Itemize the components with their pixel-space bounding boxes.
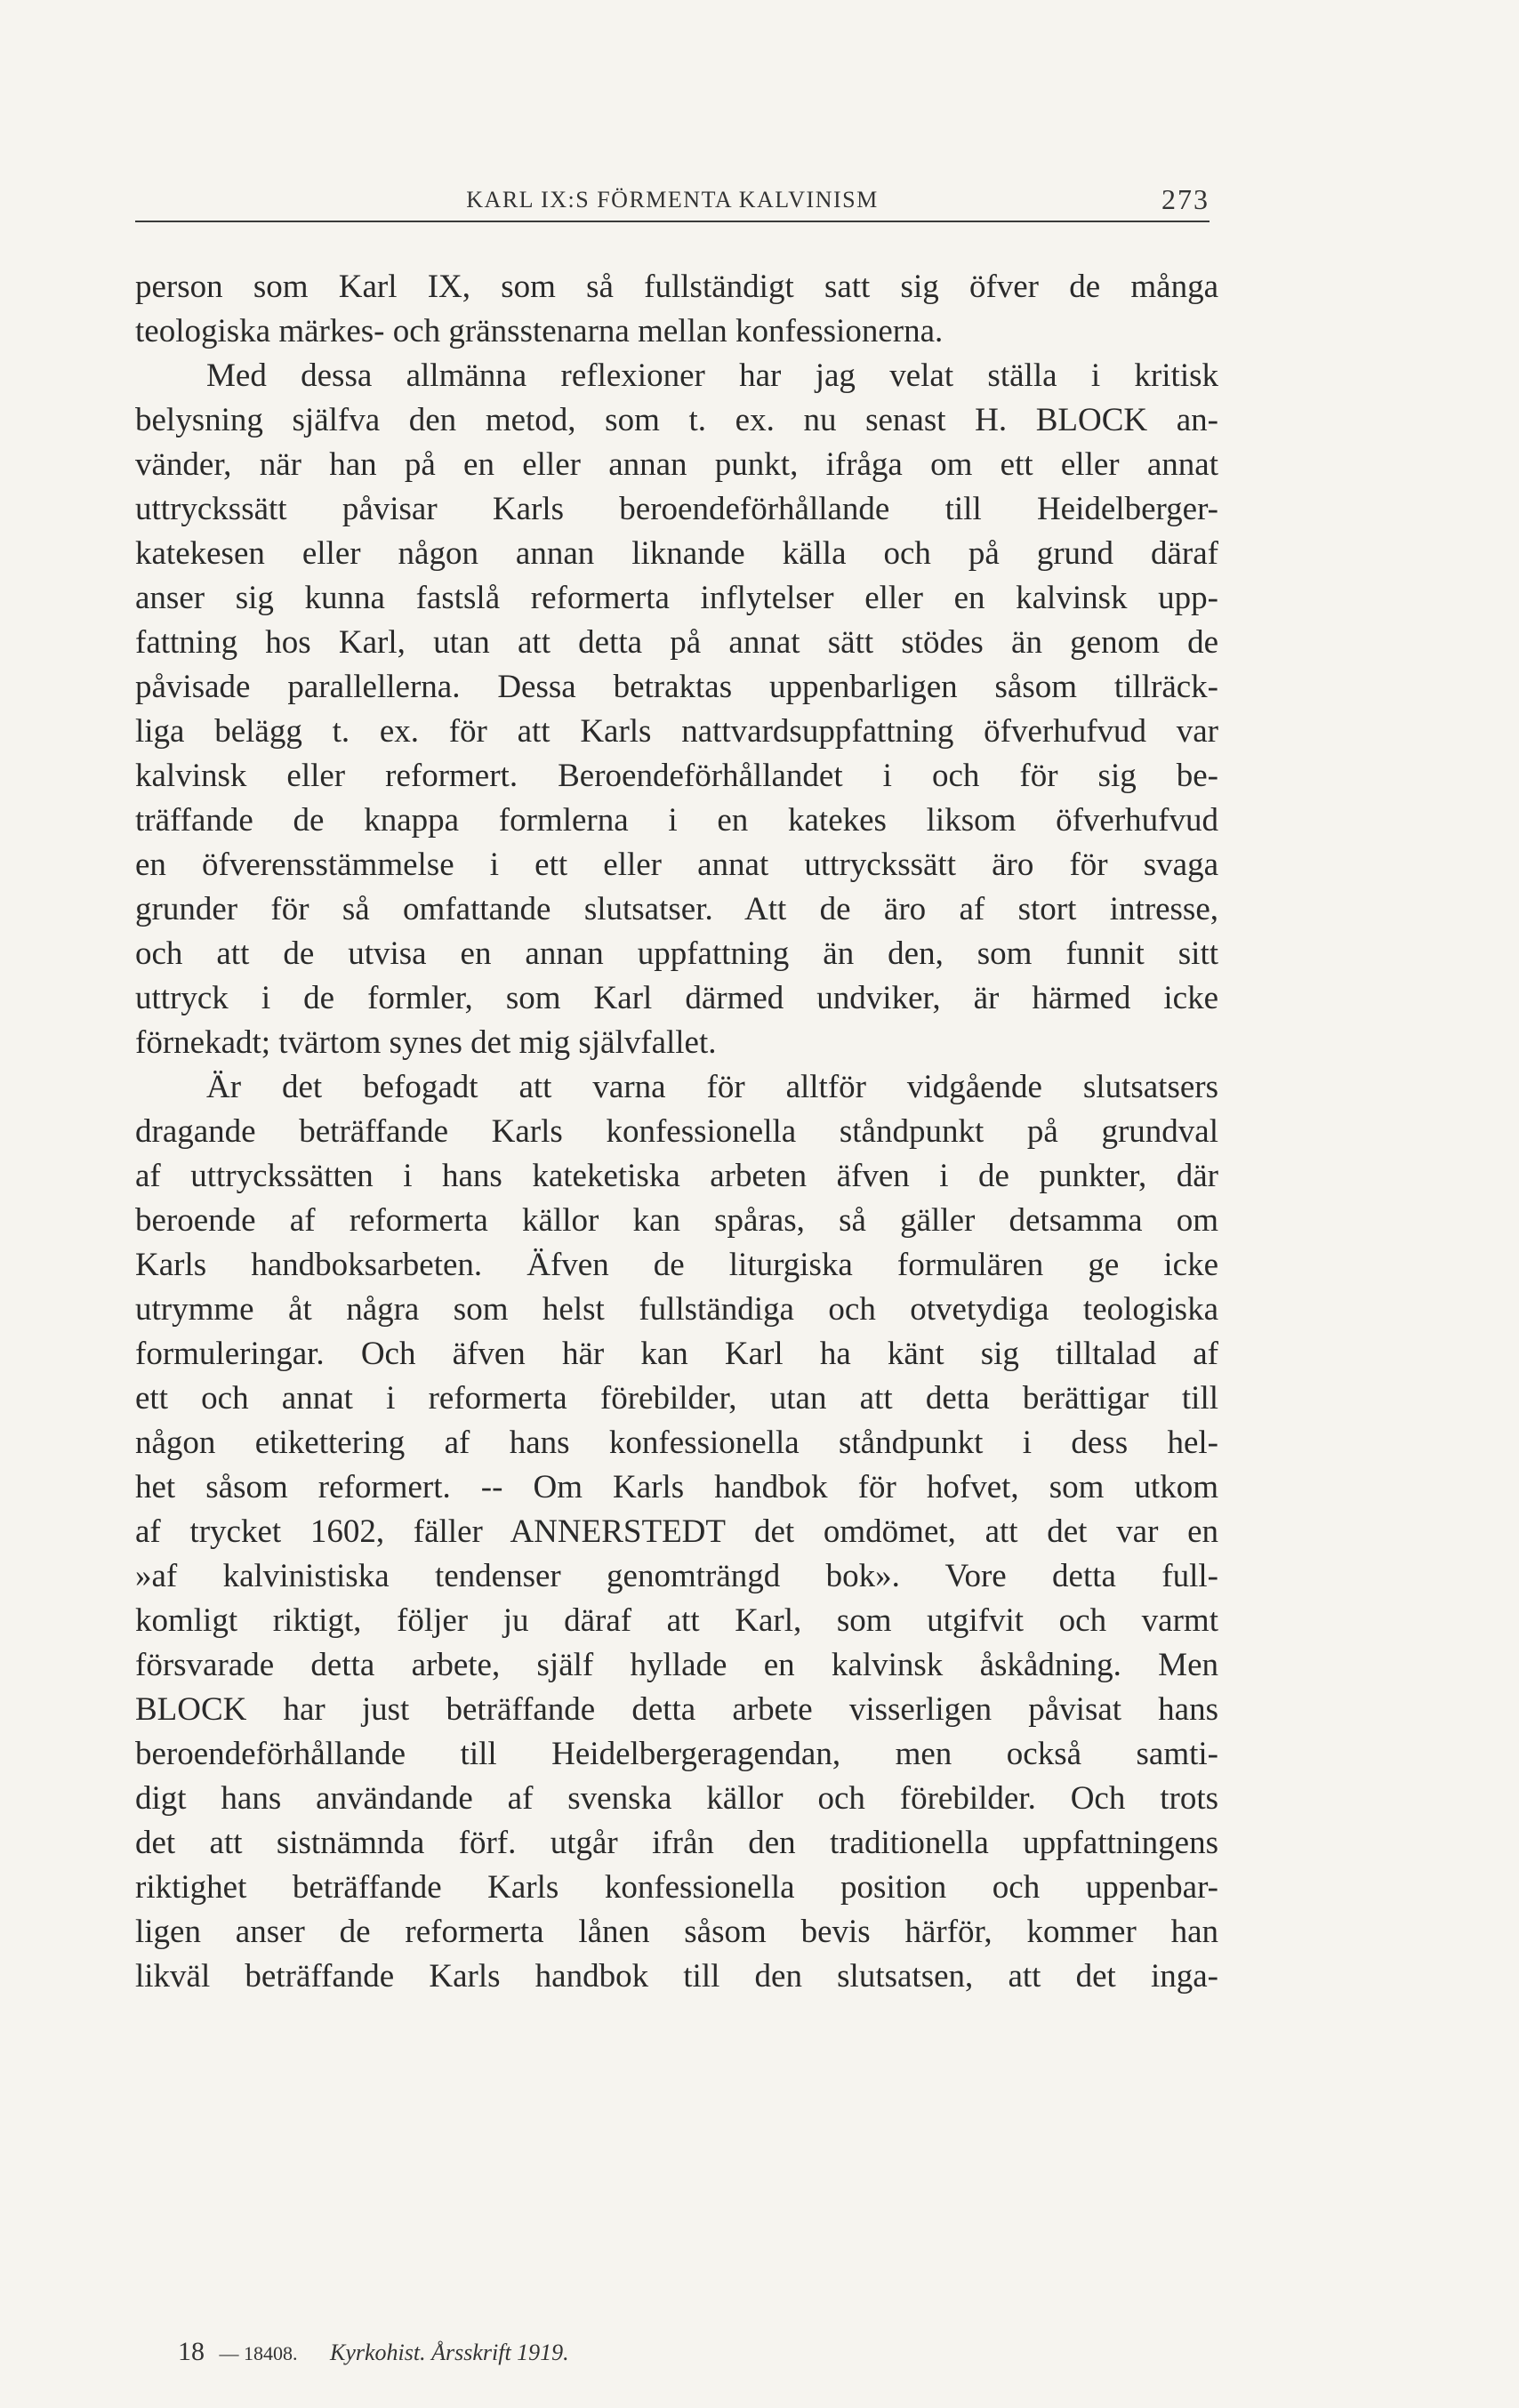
text-line: digt hans användande af svenska källor och förebilder. Och trots (135, 1780, 1218, 1817)
text-line: uttryckssätt påvisar Karls beroendeförhållande till Heidelberger- (135, 491, 1218, 527)
text-line: komligt riktigt, följer ju däraf att Karl, som utgifvit och varmt (135, 1602, 1218, 1639)
text-line: fattning hos Karl, utan att detta på annat sätt stödes än genom de (135, 624, 1218, 661)
print-code: — 18408. (219, 2342, 298, 2364)
running-title: KARL IX:S FÖRMENTA KALVINISM (466, 187, 879, 213)
text-line: Karls handboksarbeten. Äfven de liturgiska formulären ge icke (135, 1247, 1218, 1283)
body-text (135, 265, 1218, 1999)
journal-citation: Kyrkohist. Årsskrift 1919. (330, 2340, 569, 2365)
text-line: katekesen eller någon annan liknande källa och på grund däraf (135, 535, 1218, 572)
text-line: en öfverensstämmelse i ett eller annat uttryckssätt äro för svaga (135, 847, 1218, 883)
text-line: »af kalvinistiska tendenser genomträngd bok». Vore detta full- (135, 1558, 1218, 1594)
text-line: och att de utvisa en annan uppfattning än den, som funnit sitt (135, 935, 1218, 972)
text-line: het såsom reformert. -- Om Karls handbok för hofvet, som utkom (135, 1469, 1218, 1505)
text-line: vänder, när han på en eller annan punkt, ifråga om ett eller annat (135, 446, 1218, 483)
text-line: formuleringar. Och äfven här kan Karl ha känt sig tilltalad af (135, 1336, 1218, 1372)
text-line: person som Karl IX, som så fullständigt satt sig öfver de många (135, 269, 1218, 305)
text-line: påvisade parallellerna. Dessa betraktas uppenbarligen såsom tillräck- (135, 669, 1218, 705)
text-line: riktighet beträffande Karls konfessionella position och uppenbar- (135, 1869, 1218, 1906)
text-line: liga belägg t. ex. för att Karls nattvardsuppfattning öfverhufvud var (135, 713, 1218, 750)
text-line: det att sistnämnda förf. utgår ifrån den traditionella uppfattningens (135, 1825, 1218, 1861)
text-line: förnekadt; tvärtom synes det mig självfallet. (135, 1024, 717, 1061)
page-number: 273 (1161, 183, 1210, 215)
text-line: BLOCK har just beträffande detta arbete visserligen påvisat hans (135, 1691, 1218, 1728)
running-head (135, 181, 1210, 222)
text-line: beroende af reformerta källor kan spåras, så gäller detsamma om (135, 1202, 1218, 1239)
text-line: någon etikettering af hans konfessionella ståndpunkt i dess hel- (135, 1425, 1218, 1461)
text-line: ett och annat i reformerta förebilder, utan att detta berättigar till (135, 1380, 1218, 1417)
text-line: uttryck i de formler, som Karl därmed undviker, är härmed icke (135, 980, 1218, 1016)
text-line: dragande beträffande Karls konfessionella ståndpunkt på grundval (135, 1113, 1218, 1150)
text-line: försvarade detta arbete, själf hyllade en kalvinsk åskådning. Men (135, 1647, 1218, 1683)
text-line: af uttryckssätten i hans kateketiska arbeten äfven i de punkter, där (135, 1158, 1218, 1194)
signature-mark: 18 (178, 2337, 205, 2366)
text-line: belysning själfva den metod, som t. ex. nu senast H. BLOCK an- (135, 402, 1218, 438)
text-line: beroendeförhållande till Heidelbergeragendan, men också samti- (135, 1736, 1218, 1772)
page-footer (178, 2337, 569, 2372)
text-line: af trycket 1602, fäller ANNERSTEDT det omdömet, att det var en (135, 1513, 1218, 1550)
text-line: likväl beträffande Karls handbok till den slutsatsen, att det inga- (135, 1958, 1218, 1995)
text-line: ligen anser de reformerta lånen såsom bevis härför, kommer han (135, 1914, 1218, 1950)
text-line: Är det befogadt att varna för alltför vidgående slutsatsers (206, 1069, 1218, 1105)
text-line: träffande de knappa formlerna i en katekes liksom öfverhufvud (135, 802, 1218, 839)
text-line: grunder för så omfattande slutsatser. Att de äro af stort intresse, (135, 891, 1218, 927)
text-line: Med dessa allmänna reflexioner har jag velat ställa i kritisk (206, 357, 1218, 394)
text-line: kalvinsk eller reformert. Beroendeförhållandet i och för sig be- (135, 758, 1218, 794)
text-line: anser sig kunna fastslå reformerta inflytelser eller en kalvinsk upp- (135, 580, 1218, 616)
text-line: teologiska märkes- och gränsstenarna mellan konfessionerna. (135, 313, 944, 349)
text-line: utrymme åt några som helst fullständiga och otvetydiga teologiska (135, 1291, 1218, 1328)
